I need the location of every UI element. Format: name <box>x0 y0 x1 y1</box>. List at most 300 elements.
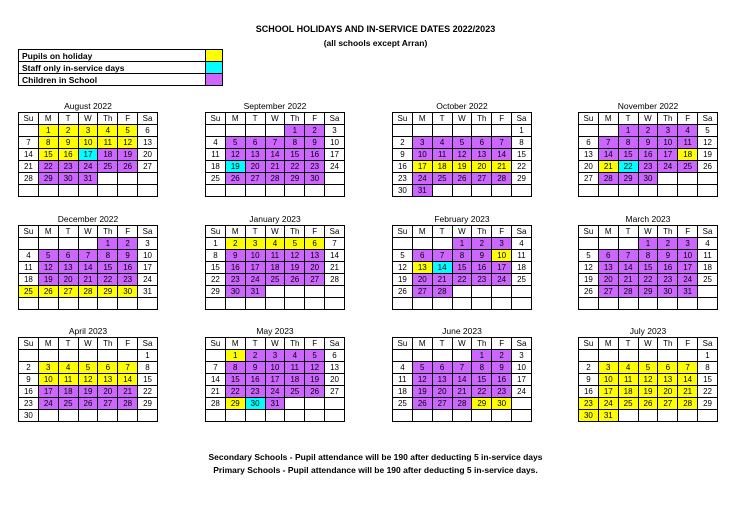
day-cell: 7 <box>678 362 698 374</box>
day-cell: 19 <box>638 386 658 398</box>
day-header: T <box>245 338 265 350</box>
day-cell: 16 <box>118 262 138 274</box>
week-row <box>19 286 158 298</box>
day-cell: 5 <box>698 125 718 137</box>
day-cell: 28 <box>598 173 618 185</box>
week-row <box>206 161 345 173</box>
week-row <box>206 250 345 262</box>
day-cell: 5 <box>452 137 472 149</box>
legend-swatch <box>206 74 223 86</box>
week-row <box>206 262 345 274</box>
day-cell <box>678 185 698 197</box>
day-cell: 3 <box>245 238 265 250</box>
day-cell: 5 <box>118 125 138 137</box>
day-cell: 18 <box>285 374 305 386</box>
day-header: M <box>412 113 432 125</box>
week-row <box>393 238 532 250</box>
day-cell <box>265 286 285 298</box>
week-row <box>393 362 532 374</box>
day-header: M <box>598 338 618 350</box>
day-cell <box>472 286 492 298</box>
week-row <box>393 350 532 362</box>
day-header: F <box>305 338 325 350</box>
day-cell: 15 <box>206 262 226 274</box>
day-cell: 27 <box>432 398 452 410</box>
day-cell <box>19 350 39 362</box>
day-cell: 27 <box>58 286 78 298</box>
day-cell <box>579 185 599 197</box>
day-cell <box>698 185 718 197</box>
day-cell <box>245 298 265 310</box>
day-cell: 5 <box>78 362 98 374</box>
day-cell: 19 <box>579 274 599 286</box>
day-header: Th <box>658 113 678 125</box>
day-cell: 14 <box>432 262 452 274</box>
day-cell: 27 <box>579 173 599 185</box>
day-cell: 18 <box>432 161 452 173</box>
day-cell: 24 <box>78 161 98 173</box>
day-header: Sa <box>698 338 718 350</box>
day-cell: 30 <box>118 286 138 298</box>
day-cell: 24 <box>492 274 512 286</box>
day-cell: 30 <box>579 410 599 422</box>
day-cell: 1 <box>285 125 305 137</box>
day-cell: 3 <box>265 350 285 362</box>
day-cell: 3 <box>412 137 432 149</box>
day-cell: 6 <box>98 362 118 374</box>
day-cell <box>305 398 325 410</box>
day-cell: 4 <box>19 250 39 262</box>
day-cell: 24 <box>512 386 532 398</box>
day-header: T <box>58 226 78 238</box>
day-cell <box>38 410 58 422</box>
day-cell: 11 <box>285 362 305 374</box>
day-cell: 11 <box>678 137 698 149</box>
week-row <box>579 362 718 374</box>
day-cell: 7 <box>118 362 138 374</box>
day-cell <box>638 185 658 197</box>
day-cell: 26 <box>698 161 718 173</box>
day-cell: 17 <box>265 374 285 386</box>
day-cell: 13 <box>98 374 118 386</box>
day-cell: 19 <box>225 161 245 173</box>
day-cell: 10 <box>245 250 265 262</box>
day-cell <box>393 125 413 137</box>
day-cell: 30 <box>393 185 413 197</box>
day-cell: 21 <box>206 386 226 398</box>
day-cell: 15 <box>285 149 305 161</box>
legend-label: Children in School <box>19 74 206 86</box>
day-cell <box>432 125 452 137</box>
day-cell: 30 <box>658 286 678 298</box>
week-row <box>393 274 532 286</box>
page-title: SCHOOL HOLIDAYS AND IN-SERVICE DATES 2022/2023 <box>255 24 496 34</box>
day-cell <box>393 350 413 362</box>
day-cell <box>98 173 118 185</box>
day-header: Su <box>393 113 413 125</box>
day-cell: 14 <box>618 262 638 274</box>
day-cell: 21 <box>492 161 512 173</box>
day-cell <box>658 298 678 310</box>
day-cell: 12 <box>393 262 413 274</box>
day-cell: 28 <box>118 398 138 410</box>
day-cell: 9 <box>225 250 245 262</box>
day-header: W <box>452 338 472 350</box>
day-cell: 19 <box>698 149 718 161</box>
week-row <box>19 350 158 362</box>
day-cell <box>138 173 158 185</box>
day-cell <box>492 410 512 422</box>
month-title: January 2023 <box>249 214 301 224</box>
day-cell: 13 <box>598 262 618 274</box>
day-cell: 13 <box>658 374 678 386</box>
day-cell: 23 <box>118 274 138 286</box>
day-cell: 16 <box>225 262 245 274</box>
month-calendar <box>578 101 718 197</box>
page-subtitle: (all schools except Arran) <box>323 38 428 48</box>
day-header: Sa <box>325 226 345 238</box>
month-calendar <box>392 326 532 422</box>
day-cell: 28 <box>618 286 638 298</box>
day-header: W <box>638 113 658 125</box>
day-cell: 28 <box>206 398 226 410</box>
day-cell <box>579 238 599 250</box>
day-cell <box>579 350 599 362</box>
day-cell <box>452 350 472 362</box>
legend-item-in-school <box>19 74 223 86</box>
day-cell: 16 <box>245 374 265 386</box>
month-calendar <box>578 326 718 422</box>
day-header: Sa <box>512 338 532 350</box>
day-header: Th <box>472 338 492 350</box>
day-cell: 8 <box>638 250 658 262</box>
day-cell: 14 <box>206 374 226 386</box>
week-row <box>206 410 345 422</box>
day-header: Th <box>98 113 118 125</box>
month-title: December 2022 <box>57 214 119 224</box>
day-cell: 29 <box>225 398 245 410</box>
day-cell: 17 <box>138 262 158 274</box>
day-cell: 15 <box>638 262 658 274</box>
day-cell: 2 <box>19 362 39 374</box>
day-header: Sa <box>138 226 158 238</box>
day-cell: 18 <box>206 161 226 173</box>
day-cell <box>19 298 39 310</box>
day-cell: 21 <box>19 161 39 173</box>
day-cell <box>138 298 158 310</box>
day-cell <box>225 298 245 310</box>
day-cell <box>598 350 618 362</box>
day-cell <box>512 286 532 298</box>
week-row <box>19 398 158 410</box>
day-cell: 2 <box>305 125 325 137</box>
week-row <box>19 149 158 161</box>
day-cell <box>452 410 472 422</box>
day-cell <box>98 298 118 310</box>
day-cell: 10 <box>78 137 98 149</box>
day-cell: 11 <box>512 250 532 262</box>
day-cell <box>412 350 432 362</box>
day-cell: 22 <box>618 161 638 173</box>
day-cell <box>492 286 512 298</box>
week-row <box>19 274 158 286</box>
day-header: W <box>78 338 98 350</box>
day-cell <box>138 185 158 197</box>
day-cell: 4 <box>285 350 305 362</box>
day-cell: 12 <box>225 149 245 161</box>
day-cell <box>118 410 138 422</box>
day-cell <box>118 173 138 185</box>
day-cell: 2 <box>245 350 265 362</box>
day-cell: 8 <box>285 137 305 149</box>
day-cell: 26 <box>225 173 245 185</box>
day-header: M <box>412 226 432 238</box>
day-cell: 2 <box>472 238 492 250</box>
day-cell: 13 <box>325 362 345 374</box>
week-row <box>206 137 345 149</box>
day-cell <box>206 298 226 310</box>
day-cell <box>492 125 512 137</box>
day-cell: 22 <box>206 274 226 286</box>
month-calendar <box>392 214 532 310</box>
day-cell: 23 <box>492 386 512 398</box>
day-cell: 14 <box>265 149 285 161</box>
week-row <box>19 238 158 250</box>
day-cell: 28 <box>432 286 452 298</box>
week-row <box>579 161 718 173</box>
day-cell: 7 <box>432 250 452 262</box>
day-cell <box>78 185 98 197</box>
day-cell: 29 <box>138 398 158 410</box>
day-header: W <box>78 113 98 125</box>
week-row <box>579 185 718 197</box>
month-calendar <box>205 326 345 422</box>
day-header: T <box>432 338 452 350</box>
day-cell: 11 <box>265 250 285 262</box>
day-header: Sa <box>325 338 345 350</box>
legend-item-inservice <box>19 62 223 74</box>
day-cell: 17 <box>412 161 432 173</box>
day-cell: 21 <box>325 262 345 274</box>
week-row <box>206 185 345 197</box>
day-cell: 12 <box>78 374 98 386</box>
day-cell: 4 <box>512 238 532 250</box>
day-cell: 4 <box>678 125 698 137</box>
day-cell: 29 <box>698 398 718 410</box>
day-cell <box>245 185 265 197</box>
day-cell: 16 <box>472 262 492 274</box>
day-cell: 30 <box>638 173 658 185</box>
day-header: M <box>38 113 58 125</box>
week-row <box>19 137 158 149</box>
day-cell <box>432 238 452 250</box>
day-cell: 17 <box>658 149 678 161</box>
day-cell: 20 <box>598 274 618 286</box>
day-cell: 10 <box>512 362 532 374</box>
day-cell: 8 <box>38 137 58 149</box>
day-cell: 9 <box>658 250 678 262</box>
day-cell: 9 <box>579 374 599 386</box>
day-cell: 28 <box>492 173 512 185</box>
day-cell: 31 <box>78 173 98 185</box>
day-header: M <box>598 226 618 238</box>
day-cell: 30 <box>492 398 512 410</box>
day-cell: 19 <box>38 274 58 286</box>
day-cell: 9 <box>245 362 265 374</box>
month-title: July 2023 <box>629 326 667 336</box>
legend <box>18 49 223 86</box>
day-cell: 22 <box>472 386 492 398</box>
day-cell: 3 <box>492 238 512 250</box>
legend-swatch <box>206 50 223 62</box>
day-cell: 1 <box>38 125 58 137</box>
day-cell: 11 <box>698 250 718 262</box>
day-cell: 1 <box>98 238 118 250</box>
day-header: Th <box>285 113 305 125</box>
day-cell: 31 <box>138 286 158 298</box>
day-cell: 18 <box>19 274 39 286</box>
day-cell: 20 <box>58 274 78 286</box>
day-cell: 15 <box>512 149 532 161</box>
day-cell <box>618 350 638 362</box>
day-cell: 12 <box>38 262 58 274</box>
day-cell: 1 <box>452 238 472 250</box>
day-cell: 9 <box>19 374 39 386</box>
day-cell <box>305 298 325 310</box>
day-cell: 29 <box>98 286 118 298</box>
day-cell <box>492 185 512 197</box>
footer-secondary: Secondary Schools - Pupil attendance will be 190 after deducting 5 in-service days <box>208 452 543 462</box>
day-cell: 12 <box>579 262 599 274</box>
day-header: F <box>678 113 698 125</box>
day-cell <box>78 298 98 310</box>
day-cell <box>658 185 678 197</box>
day-cell: 27 <box>98 398 118 410</box>
day-header: Th <box>472 113 492 125</box>
week-row <box>206 274 345 286</box>
day-cell: 29 <box>472 398 492 410</box>
day-cell <box>325 398 345 410</box>
day-cell: 7 <box>325 238 345 250</box>
day-cell: 20 <box>138 149 158 161</box>
month-title: April 2023 <box>68 326 108 336</box>
day-header: Sa <box>512 226 532 238</box>
day-cell <box>472 185 492 197</box>
day-cell: 24 <box>678 274 698 286</box>
day-cell: 18 <box>98 149 118 161</box>
week-row <box>206 374 345 386</box>
day-cell: 30 <box>225 286 245 298</box>
day-cell: 24 <box>38 398 58 410</box>
day-cell: 9 <box>118 250 138 262</box>
week-row <box>393 149 532 161</box>
day-cell <box>98 410 118 422</box>
week-row <box>19 362 158 374</box>
day-header: W <box>452 226 472 238</box>
day-cell: 21 <box>678 386 698 398</box>
day-cell: 6 <box>412 250 432 262</box>
day-cell <box>618 410 638 422</box>
day-cell: 8 <box>98 250 118 262</box>
day-cell <box>285 286 305 298</box>
day-cell: 19 <box>305 374 325 386</box>
day-cell: 11 <box>393 374 413 386</box>
week-row <box>393 286 532 298</box>
day-cell <box>118 350 138 362</box>
day-header: M <box>225 226 245 238</box>
day-cell <box>452 298 472 310</box>
day-cell: 24 <box>265 386 285 398</box>
day-cell: 21 <box>618 274 638 286</box>
day-cell: 25 <box>618 398 638 410</box>
day-cell: 19 <box>78 386 98 398</box>
week-row <box>206 298 345 310</box>
day-cell: 21 <box>598 161 618 173</box>
day-header: Su <box>206 338 226 350</box>
day-cell: 25 <box>265 274 285 286</box>
day-header: Su <box>206 226 226 238</box>
day-header: Su <box>393 338 413 350</box>
month-title: August 2022 <box>64 101 112 111</box>
day-header: Sa <box>512 113 532 125</box>
day-cell: 20 <box>98 386 118 398</box>
day-cell: 19 <box>393 274 413 286</box>
day-cell: 29 <box>618 173 638 185</box>
day-cell: 16 <box>305 149 325 161</box>
day-cell: 10 <box>492 250 512 262</box>
day-header: T <box>58 113 78 125</box>
day-cell <box>58 298 78 310</box>
day-cell: 27 <box>412 286 432 298</box>
day-header: Sa <box>325 113 345 125</box>
day-cell: 6 <box>472 137 492 149</box>
legend-item-holiday <box>19 50 223 62</box>
day-cell: 19 <box>118 149 138 161</box>
week-row <box>206 125 345 137</box>
day-cell: 15 <box>698 374 718 386</box>
day-header: Th <box>658 226 678 238</box>
day-cell <box>98 350 118 362</box>
month-title: February 2023 <box>434 214 490 224</box>
day-header: Th <box>98 226 118 238</box>
day-cell: 6 <box>658 362 678 374</box>
day-cell <box>618 185 638 197</box>
day-cell: 17 <box>78 149 98 161</box>
day-cell: 8 <box>512 137 532 149</box>
day-cell: 3 <box>325 125 345 137</box>
week-row <box>579 149 718 161</box>
day-cell: 11 <box>19 262 39 274</box>
day-cell: 29 <box>206 286 226 298</box>
day-cell: 20 <box>658 386 678 398</box>
week-row <box>393 262 532 274</box>
week-row <box>206 286 345 298</box>
day-cell <box>325 298 345 310</box>
day-header: T <box>432 113 452 125</box>
day-cell <box>452 125 472 137</box>
day-cell: 18 <box>512 262 532 274</box>
month-title: June 2023 <box>442 326 482 336</box>
day-cell <box>325 286 345 298</box>
day-header: Sa <box>138 113 158 125</box>
day-cell: 24 <box>598 398 618 410</box>
day-cell: 17 <box>492 262 512 274</box>
week-row <box>579 350 718 362</box>
week-row <box>579 298 718 310</box>
day-cell: 26 <box>118 161 138 173</box>
day-header: W <box>265 113 285 125</box>
day-cell <box>265 125 285 137</box>
